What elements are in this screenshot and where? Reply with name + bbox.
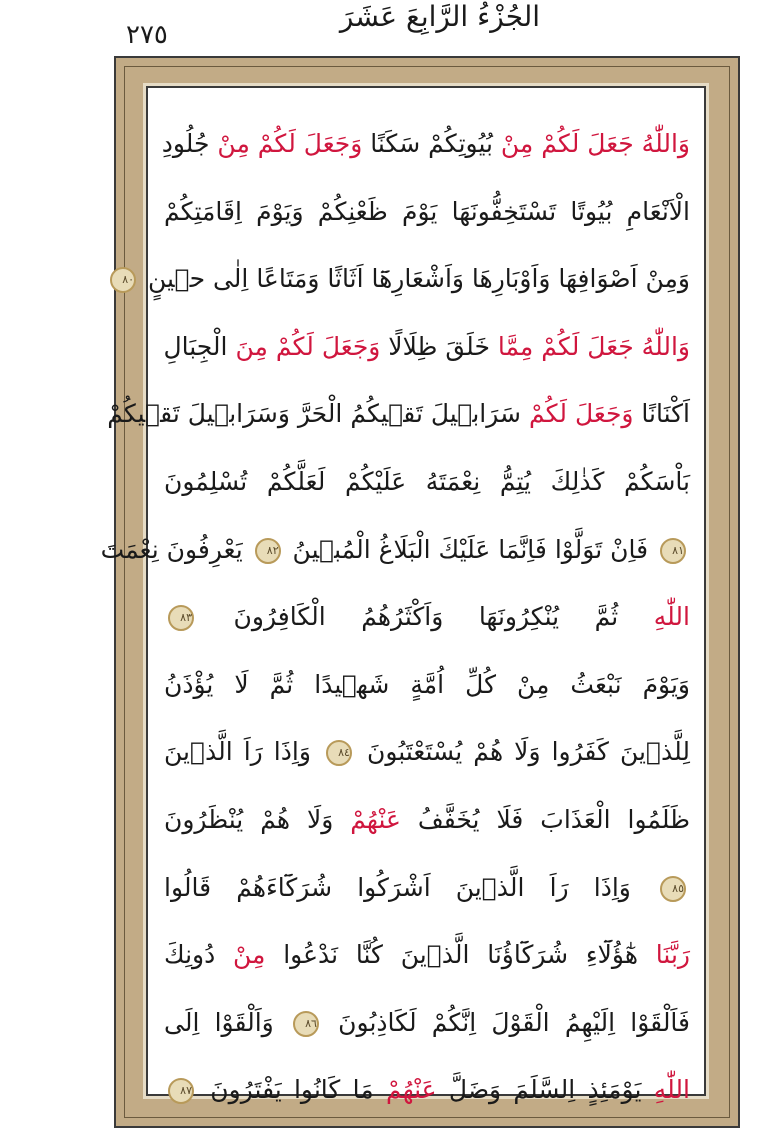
highlighted-word: رَبَّنَا bbox=[655, 940, 690, 970]
verse-text: جُلُودِ bbox=[161, 129, 218, 158]
text-panel bbox=[100, 86, 706, 1105]
verse-text: بَاْسَكُمْ كَذٰلِكَ يُتِمُّ نِعْمَتَهُ عَلَيْكُمْ لَعَلَّكُمْ تُسْلِمُونَ bbox=[164, 466, 690, 496]
highlighted-word: مِنْ bbox=[233, 940, 266, 970]
verse-text: دُونِكَ bbox=[164, 940, 234, 970]
verse-text: مَا كَانُوا يَفْتَرُونَ bbox=[198, 1075, 386, 1105]
verse-line bbox=[164, 178, 690, 246]
verse-text: يَعْرِفُونَ نِعْمَتَ bbox=[100, 534, 251, 564]
verse-line bbox=[107, 380, 690, 448]
verse-line bbox=[122, 245, 690, 313]
verse-line bbox=[164, 1056, 690, 1124]
ayah-number-marker: ٨٠ bbox=[110, 267, 136, 293]
ayah-number-marker: ٨١ bbox=[660, 538, 686, 564]
highlighted-word: وَاللّٰهُ جَعَلَ لَكُمْ مِنْ bbox=[500, 129, 690, 158]
verse-text: لِلَّذٖينَ كَفَرُوا وَلَا هُمْ يُسْتَعْتَبُونَ bbox=[355, 737, 690, 767]
highlighted-word: وَجَعَلَ لَكُمْ bbox=[528, 399, 634, 429]
ayah-number-marker: ٨٦ bbox=[293, 1011, 319, 1037]
ayah-number-marker: ٨٤ bbox=[326, 740, 352, 766]
ayah-number-marker: ٨٧ bbox=[168, 1078, 194, 1104]
verse-text: يَوْمَئِذٍ اِلسَّلَمَ وَضَلَّ bbox=[436, 1075, 654, 1105]
verse-line bbox=[100, 516, 690, 584]
verse-text: شُرَكَٓاءَهُمْ bbox=[236, 872, 333, 902]
verse-line bbox=[164, 313, 690, 381]
verse-text: وَيَوْمَ نَبْعَثُ مِنْ كُلِّ اُمَّةٍ شَهٖيدًا ثُمَّ لَا يُؤْذَنُ bbox=[164, 669, 690, 699]
highlighted-word: عَنْهُمْ bbox=[385, 1075, 437, 1105]
verse-line bbox=[164, 583, 690, 651]
ayah-number-marker: ٨٢ bbox=[255, 538, 281, 564]
page-number: ٢٧٥ bbox=[126, 20, 168, 50]
verse-text: الْاَنْعَامِ بُيُوتًا تَسْتَخِفُّونَهَا يَوْمَ ظَعْنِكُمْ وَيَوْمَ اِقَامَتِكُمْ bbox=[164, 196, 690, 226]
highlighted-word: اللّٰهِ bbox=[653, 602, 690, 632]
verse-text: وَاَلْقَوْا اِلَى bbox=[164, 1007, 289, 1037]
verse-text: الْجِبَالِ bbox=[163, 331, 236, 361]
verse-text: سَرَابٖيلَ تَقٖيكُمُ الْحَرَّ وَسَرَابٖيلَ تَقٖيكُمْ bbox=[107, 399, 529, 429]
verse-line bbox=[164, 989, 690, 1057]
verse-lines bbox=[100, 110, 691, 1105]
verse-text: ثُمَّ يُنْكِرُونَهَا وَاَكْثَرُهُمُ الْكَافِرُونَ bbox=[198, 602, 654, 632]
verse-line bbox=[164, 854, 690, 922]
verse-text: هٰٓؤُلَٓاءِ شُرَكَٓاؤُنَا الَّذٖينَ كُنَّا نَدْعُوا bbox=[265, 940, 656, 970]
verse-line bbox=[164, 786, 690, 854]
verse-line bbox=[164, 921, 690, 989]
verse-text: خَلَقَ ظِلَالًا bbox=[380, 331, 498, 361]
verse-line bbox=[164, 718, 690, 786]
verse-text: فَاَلْقَوْا اِلَيْهِمُ الْقَوْلَ اِنَّكُمْ لَكَاذِبُونَ bbox=[322, 1007, 691, 1037]
verse-text: وَاِذَا رَاَ الَّذٖينَ اَشْرَكُوا bbox=[332, 872, 656, 902]
highlighted-word: وَاللّٰهُ جَعَلَ لَكُمْ مِمَّا bbox=[497, 331, 690, 361]
verse-line bbox=[164, 448, 690, 516]
verse-text: بُيُوتِكُمْ سَكَنًا bbox=[362, 129, 501, 158]
verse-text: وَلَا هُمْ يُنْظَرُونَ bbox=[164, 804, 351, 834]
verse-text: اَكْنَانًا bbox=[633, 399, 690, 429]
highlighted-word: عَنْهُمْ bbox=[350, 804, 401, 834]
highlighted-word: وَجَعَلَ لَكُمْ مِنْ bbox=[217, 129, 363, 158]
verse-text: فَاِنْ تَوَلَّوْا فَاِنَّمَا عَلَيْكَ الْبَلَاغُ الْمُبٖينُ bbox=[284, 534, 656, 564]
ayah-number-marker: ٨٣ bbox=[168, 605, 194, 631]
page-frame bbox=[100, 56, 740, 1128]
ayah-number-marker: ٨٥ bbox=[660, 876, 686, 902]
highlighted-word: اللّٰهِ bbox=[653, 1075, 690, 1105]
verse-text: ظَلَمُوا الْعَذَابَ فَلَا يُخَفَّفُ bbox=[400, 804, 690, 834]
verse-line bbox=[164, 651, 690, 719]
verse-line bbox=[161, 110, 690, 178]
juz-header: الجُزْءُ الرَّابِعَ عَشَرَ bbox=[339, 0, 541, 33]
highlighted-word: وَجَعَلَ لَكُمْ مِنَ bbox=[235, 331, 381, 361]
verse-text: وَاِذَا رَاَ الَّذٖينَ bbox=[164, 737, 322, 767]
verse-text: قَالُوا bbox=[164, 872, 237, 902]
verse-text: وَمِنْ اَصْوَافِهَا وَاَوْبَارِهَا وَاَشْعَارِهَٓا اَثَاثًا وَمَتَاعًا اِلٰى حٖينٍ bbox=[140, 264, 690, 294]
